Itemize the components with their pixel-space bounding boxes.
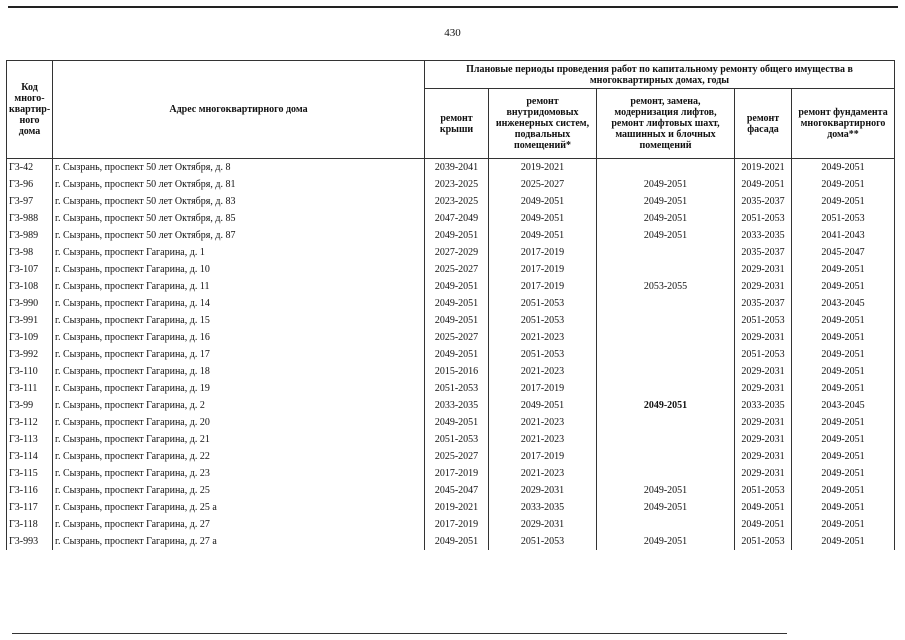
table-cell-address: г. Сызрань, проспект Гагарина, д. 23 bbox=[53, 465, 425, 482]
table-cell-systems: 2049-2051 bbox=[489, 397, 597, 414]
header-periods-group: Плановые периоды проведения работ по капитальному ремонту общего имущества в многоквартирных домах, годы bbox=[425, 61, 895, 89]
table-cell-address: г. Сызрань, проспект Гагарина, д. 14 bbox=[53, 295, 425, 312]
table-cell-lifts bbox=[597, 312, 735, 329]
table-cell-address: г. Сызрань, проспект Гагарина, д. 1 bbox=[53, 244, 425, 261]
table-cell-facade: 2035-2037 bbox=[735, 295, 792, 312]
table-cell-facade: 2019-2021 bbox=[735, 159, 792, 177]
table-cell-lifts bbox=[597, 414, 735, 431]
table-cell-roof: 2019-2021 bbox=[425, 499, 489, 516]
table-row bbox=[7, 346, 895, 363]
table-cell-code: Г3-118 bbox=[7, 516, 53, 533]
table-cell-facade: 2035-2037 bbox=[735, 244, 792, 261]
table-cell-roof: 2045-2047 bbox=[425, 482, 489, 499]
table-cell-address: г. Сызрань, проспект Гагарина, д. 15 bbox=[53, 312, 425, 329]
table-cell-lifts bbox=[597, 159, 735, 177]
table-cell-address: г. Сызрань, проспект Гагарина, д. 19 bbox=[53, 380, 425, 397]
table-cell-code: Г3-115 bbox=[7, 465, 53, 482]
table-cell-facade: 2029-2031 bbox=[735, 363, 792, 380]
table-cell-facade: 2049-2051 bbox=[735, 499, 792, 516]
table-row bbox=[7, 210, 895, 227]
table-cell-code: Г3-96 bbox=[7, 176, 53, 193]
table-cell-foundation: 2049-2051 bbox=[792, 159, 895, 177]
table-cell-code: Г3-991 bbox=[7, 312, 53, 329]
table-cell-systems: 2017-2019 bbox=[489, 278, 597, 295]
table-cell-address: г. Сызрань, проспект 50 лет Октября, д. 8 bbox=[53, 159, 425, 177]
table-row bbox=[7, 312, 895, 329]
table-cell-code: Г3-98 bbox=[7, 244, 53, 261]
table-cell-facade: 2029-2031 bbox=[735, 414, 792, 431]
table-cell-foundation: 2043-2045 bbox=[792, 295, 895, 312]
table-cell-roof: 2049-2051 bbox=[425, 312, 489, 329]
table-cell-foundation: 2049-2051 bbox=[792, 482, 895, 499]
table-cell-systems: 2049-2051 bbox=[489, 210, 597, 227]
table-cell-address: г. Сызрань, проспект Гагарина, д. 10 bbox=[53, 261, 425, 278]
table-cell-foundation: 2049-2051 bbox=[792, 176, 895, 193]
table-cell-code: Г3-989 bbox=[7, 227, 53, 244]
table-cell-foundation: 2049-2051 bbox=[792, 346, 895, 363]
table-cell-code: Г3-990 bbox=[7, 295, 53, 312]
table-row bbox=[7, 329, 895, 346]
table-cell-systems: 2021-2023 bbox=[489, 431, 597, 448]
table-cell-facade: 2051-2053 bbox=[735, 210, 792, 227]
top-rule bbox=[8, 6, 898, 8]
table-cell-code: Г3-116 bbox=[7, 482, 53, 499]
table-row bbox=[7, 380, 895, 397]
table-cell-address: г. Сызрань, проспект Гагарина, д. 20 bbox=[53, 414, 425, 431]
table-cell-lifts bbox=[597, 346, 735, 363]
table-cell-systems: 2021-2023 bbox=[489, 329, 597, 346]
table-cell-roof: 2049-2051 bbox=[425, 533, 489, 550]
table-cell-code: Г3-111 bbox=[7, 380, 53, 397]
table-cell-roof: 2027-2029 bbox=[425, 244, 489, 261]
table-cell-address: г. Сызрань, проспект Гагарина, д. 11 bbox=[53, 278, 425, 295]
table-cell-code: Г3-117 bbox=[7, 499, 53, 516]
table-cell-lifts bbox=[597, 261, 735, 278]
table-row bbox=[7, 261, 895, 278]
table-row bbox=[7, 176, 895, 193]
table-cell-systems: 2019-2021 bbox=[489, 159, 597, 177]
table-row bbox=[7, 193, 895, 210]
table-cell-facade: 2049-2051 bbox=[735, 176, 792, 193]
table-cell-address: г. Сызрань, проспект 50 лет Октября, д. 85 bbox=[53, 210, 425, 227]
table-row bbox=[7, 278, 895, 295]
table-cell-facade: 2029-2031 bbox=[735, 448, 792, 465]
table-cell-code: Г3-42 bbox=[7, 159, 53, 177]
table-cell-foundation: 2049-2051 bbox=[792, 533, 895, 550]
table-cell-lifts: 2049-2051 bbox=[597, 533, 735, 550]
table-row bbox=[7, 482, 895, 499]
table-cell-roof: 2051-2053 bbox=[425, 380, 489, 397]
table-cell-foundation: 2049-2051 bbox=[792, 312, 895, 329]
table-cell-lifts bbox=[597, 244, 735, 261]
table-row bbox=[7, 295, 895, 312]
table-cell-roof: 2049-2051 bbox=[425, 278, 489, 295]
table-cell-code: Г3-108 bbox=[7, 278, 53, 295]
table-cell-lifts bbox=[597, 380, 735, 397]
table-cell-foundation: 2045-2047 bbox=[792, 244, 895, 261]
table-cell-roof: 2025-2027 bbox=[425, 448, 489, 465]
table-cell-foundation: 2049-2051 bbox=[792, 329, 895, 346]
table-cell-code: Г3-112 bbox=[7, 414, 53, 431]
table-cell-address: г. Сызрань, проспект Гагарина, д. 22 bbox=[53, 448, 425, 465]
table-cell-systems: 2051-2053 bbox=[489, 346, 597, 363]
table-cell-code: Г3-109 bbox=[7, 329, 53, 346]
table-cell-systems: 2017-2019 bbox=[489, 380, 597, 397]
table-cell-code: Г3-988 bbox=[7, 210, 53, 227]
table-cell-systems: 2017-2019 bbox=[489, 261, 597, 278]
table-cell-systems: 2051-2053 bbox=[489, 533, 597, 550]
header-foundation: ремонт фундамента многоквартирного дома** bbox=[792, 89, 895, 159]
table-cell-roof: 2047-2049 bbox=[425, 210, 489, 227]
table-cell-systems: 2021-2023 bbox=[489, 363, 597, 380]
header-code: Код много-квартир-ного дома bbox=[7, 61, 53, 159]
table-cell-facade: 2029-2031 bbox=[735, 278, 792, 295]
table-cell-systems: 2033-2035 bbox=[489, 499, 597, 516]
table-row bbox=[7, 227, 895, 244]
table-cell-foundation: 2049-2051 bbox=[792, 261, 895, 278]
table-cell-lifts bbox=[597, 448, 735, 465]
table-cell-roof: 2025-2027 bbox=[425, 329, 489, 346]
table-cell-address: г. Сызрань, проспект Гагарина, д. 2 bbox=[53, 397, 425, 414]
table-row bbox=[7, 516, 895, 533]
table-cell-facade: 2029-2031 bbox=[735, 261, 792, 278]
table-cell-systems: 2051-2053 bbox=[489, 312, 597, 329]
table-cell-address: г. Сызрань, проспект Гагарина, д. 18 bbox=[53, 363, 425, 380]
table-cell-foundation: 2049-2051 bbox=[792, 516, 895, 533]
table-cell-facade: 2029-2031 bbox=[735, 465, 792, 482]
table-cell-facade: 2029-2031 bbox=[735, 431, 792, 448]
table-cell-code: Г3-993 bbox=[7, 533, 53, 550]
table-cell-roof: 2025-2027 bbox=[425, 261, 489, 278]
table-cell-systems: 2029-2031 bbox=[489, 516, 597, 533]
table-cell-systems: 2049-2051 bbox=[489, 227, 597, 244]
table-cell-code: Г3-114 bbox=[7, 448, 53, 465]
table-cell-roof: 2017-2019 bbox=[425, 516, 489, 533]
table-cell-facade: 2029-2031 bbox=[735, 329, 792, 346]
table-cell-roof: 2051-2053 bbox=[425, 431, 489, 448]
table-cell-systems: 2017-2019 bbox=[489, 448, 597, 465]
table-cell-address: г. Сызрань, проспект Гагарина, д. 16 bbox=[53, 329, 425, 346]
table-row bbox=[7, 159, 895, 177]
table-cell-code: Г3-97 bbox=[7, 193, 53, 210]
table-row bbox=[7, 499, 895, 516]
header-facade: ремонт фасада bbox=[735, 89, 792, 159]
table-cell-lifts bbox=[597, 431, 735, 448]
table-cell-facade: 2033-2035 bbox=[735, 227, 792, 244]
table-cell-foundation: 2049-2051 bbox=[792, 465, 895, 482]
table-cell-foundation: 2049-2051 bbox=[792, 193, 895, 210]
table-cell-code: Г3-113 bbox=[7, 431, 53, 448]
table-cell-address: г. Сызрань, проспект Гагарина, д. 27 а bbox=[53, 533, 425, 550]
header-address: Адрес многоквартирного дома bbox=[53, 61, 425, 159]
table-cell-systems: 2049-2051 bbox=[489, 193, 597, 210]
table-cell-address: г. Сызрань, проспект Гагарина, д. 25 а bbox=[53, 499, 425, 516]
table-cell-foundation: 2049-2051 bbox=[792, 448, 895, 465]
table-cell-code: Г3-107 bbox=[7, 261, 53, 278]
table-cell-roof: 2023-2025 bbox=[425, 176, 489, 193]
table-cell-roof: 2015-2016 bbox=[425, 363, 489, 380]
table-cell-lifts bbox=[597, 465, 735, 482]
table-cell-systems: 2017-2019 bbox=[489, 244, 597, 261]
header-systems: ремонт внутридомовых инженерных систем, подвальных помещений* bbox=[489, 89, 597, 159]
table-cell-lifts: 2049-2051 bbox=[597, 210, 735, 227]
table-cell-foundation: 2049-2051 bbox=[792, 431, 895, 448]
table-cell-facade: 2051-2053 bbox=[735, 346, 792, 363]
table-row bbox=[7, 244, 895, 261]
header-roof: ремонт крыши bbox=[425, 89, 489, 159]
table-cell-facade: 2049-2051 bbox=[735, 516, 792, 533]
table-cell-lifts: 2049-2051 bbox=[597, 176, 735, 193]
table-cell-foundation: 2051-2053 bbox=[792, 210, 895, 227]
table-cell-foundation: 2041-2043 bbox=[792, 227, 895, 244]
table-cell-foundation: 2049-2051 bbox=[792, 363, 895, 380]
table-cell-roof: 2049-2051 bbox=[425, 227, 489, 244]
table-cell-roof: 2023-2025 bbox=[425, 193, 489, 210]
table-cell-address: г. Сызрань, проспект 50 лет Октября, д. 83 bbox=[53, 193, 425, 210]
table-row bbox=[7, 431, 895, 448]
table-cell-roof: 2017-2019 bbox=[425, 465, 489, 482]
table-cell-address: г. Сызрань, проспект Гагарина, д. 17 bbox=[53, 346, 425, 363]
table-cell-roof: 2033-2035 bbox=[425, 397, 489, 414]
table-cell-address: г. Сызрань, проспект Гагарина, д. 27 bbox=[53, 516, 425, 533]
bottom-rule bbox=[12, 633, 787, 634]
table-cell-lifts: 2049-2051 bbox=[597, 397, 735, 414]
table-cell-lifts: 2053-2055 bbox=[597, 278, 735, 295]
table-cell-roof: 2049-2051 bbox=[425, 414, 489, 431]
table-cell-code: Г3-110 bbox=[7, 363, 53, 380]
table-row bbox=[7, 448, 895, 465]
table-cell-roof: 2039-2041 bbox=[425, 159, 489, 177]
table-cell-address: г. Сызрань, проспект Гагарина, д. 21 bbox=[53, 431, 425, 448]
table-cell-systems: 2025-2027 bbox=[489, 176, 597, 193]
table-cell-lifts bbox=[597, 329, 735, 346]
table-row bbox=[7, 363, 895, 380]
page-number: 430 bbox=[444, 27, 461, 39]
table-cell-roof: 2049-2051 bbox=[425, 295, 489, 312]
table-cell-lifts: 2049-2051 bbox=[597, 227, 735, 244]
table-cell-facade: 2051-2053 bbox=[735, 533, 792, 550]
table-cell-foundation: 2049-2051 bbox=[792, 278, 895, 295]
table-cell-address: г. Сызрань, проспект 50 лет Октября, д. 87 bbox=[53, 227, 425, 244]
table-cell-lifts bbox=[597, 295, 735, 312]
table-cell-lifts bbox=[597, 363, 735, 380]
capital-repair-table bbox=[6, 60, 895, 550]
table-cell-facade: 2051-2053 bbox=[735, 482, 792, 499]
table-cell-foundation: 2043-2045 bbox=[792, 397, 895, 414]
table-cell-address: г. Сызрань, проспект 50 лет Октября, д. 81 bbox=[53, 176, 425, 193]
table-cell-roof: 2049-2051 bbox=[425, 346, 489, 363]
table-row bbox=[7, 465, 895, 482]
table-row bbox=[7, 397, 895, 414]
table-cell-systems: 2029-2031 bbox=[489, 482, 597, 499]
table-cell-code: Г3-99 bbox=[7, 397, 53, 414]
table-row bbox=[7, 533, 895, 550]
table-cell-facade: 2033-2035 bbox=[735, 397, 792, 414]
table-cell-foundation: 2049-2051 bbox=[792, 499, 895, 516]
table-cell-lifts: 2049-2051 bbox=[597, 193, 735, 210]
table-cell-facade: 2029-2031 bbox=[735, 380, 792, 397]
header-lifts: ремонт, замена, модернизация лифтов, ремонт лифтовых шахт, машинных и блочных помещений bbox=[597, 89, 735, 159]
table-cell-systems: 2021-2023 bbox=[489, 414, 597, 431]
table-cell-systems: 2021-2023 bbox=[489, 465, 597, 482]
table-cell-address: г. Сызрань, проспект Гагарина, д. 25 bbox=[53, 482, 425, 499]
table-cell-facade: 2035-2037 bbox=[735, 193, 792, 210]
table-cell-lifts: 2049-2051 bbox=[597, 499, 735, 516]
table-row bbox=[7, 414, 895, 431]
table-cell-lifts: 2049-2051 bbox=[597, 482, 735, 499]
table-cell-lifts bbox=[597, 516, 735, 533]
table-cell-code: Г3-992 bbox=[7, 346, 53, 363]
table-cell-facade: 2051-2053 bbox=[735, 312, 792, 329]
table-cell-foundation: 2049-2051 bbox=[792, 380, 895, 397]
table-cell-foundation: 2049-2051 bbox=[792, 414, 895, 431]
table-cell-systems: 2051-2053 bbox=[489, 295, 597, 312]
